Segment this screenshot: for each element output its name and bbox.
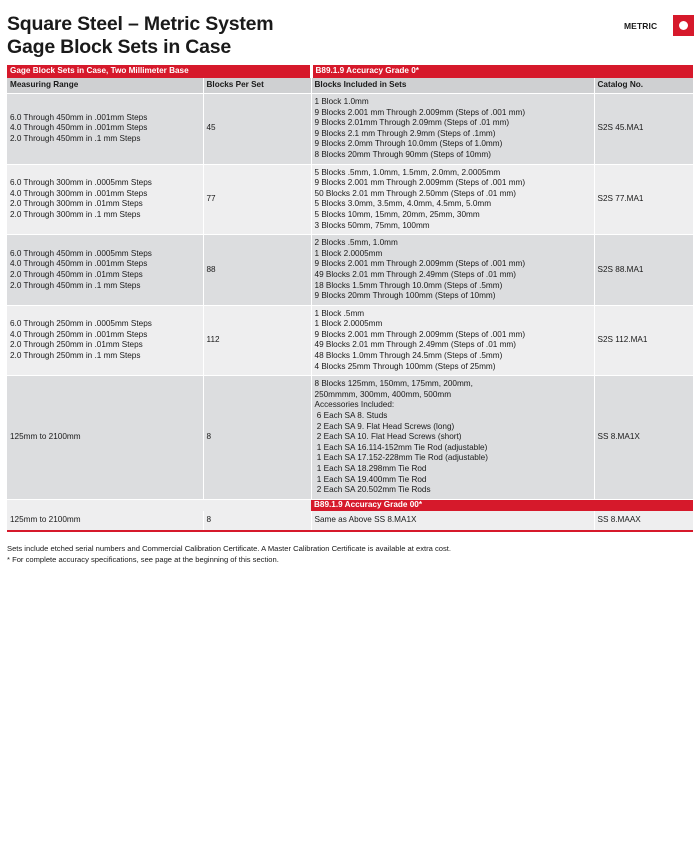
included-line: 9 Blocks 2.001 mm Through 2.009mm (Steps of .001 mm) [314,107,526,117]
footnotes [7,544,451,565]
range-line: 6.0 Through 300mm in .0005mm Steps [10,178,152,188]
cell-catalog-no: S2S 45.MA1 [594,94,693,165]
table-row [7,235,693,306]
table-row [7,164,693,235]
included-line: 2 Each SA 9. Flat Head Screws (long) [314,421,455,431]
included-line: 5 Blocks 3.0mm, 3.5mm, 4.0mm, 4.5mm, 5.0mm [314,199,492,209]
included-line: 5 Blocks .5mm, 1.0mm, 1.5mm, 2.0mm, 2.0005mm [314,167,501,177]
range-line: 4.0 Through 250mm in .001mm Steps [10,329,148,339]
cell-blocks-per-set: 45 [203,94,311,165]
metric-dot-icon [679,21,688,30]
range-line: 2.0 Through 450mm in .01mm Steps [10,269,143,279]
included-line: 1 Block 2.0005mm [314,319,383,329]
included-line: 8 Blocks 20mm Through 90mm (Steps of 10mm) [314,149,491,159]
table-row [7,94,693,165]
band-left-label: Gage Block Sets in Case, Two Millimeter Base [7,65,311,78]
table-row [7,511,693,531]
included-line: 3 Blocks 50mm, 75mm, 100mm [314,220,430,230]
included-line: 2 Blocks .5mm, 1.0mm [314,238,398,248]
range-line: 6.0 Through 450mm in .001mm Steps [10,112,148,122]
title-line-1: Square Steel – Metric System [7,13,274,35]
included-line: 1 Each SA 19.400mm Tie Rod [314,474,427,484]
sub-band-label: B89.1.9 Accuracy Grade 00* [311,499,693,511]
included-line: Accessories Included: [314,400,395,410]
included-line: 48 Blocks 1.0mm Through 24.5mm (Steps of .5mm) [314,351,503,361]
included-line: 1 Each SA 16.114-152mm Tie Rod (adjustable) [314,442,488,452]
range-line: 2.0 Through 250mm in .01mm Steps [10,340,143,350]
included-line: 6 Each SA 8. Studs [314,411,388,421]
header-blocks-included: Blocks Included in Sets [311,78,594,94]
range-line: 6.0 Through 250mm in .0005mm Steps [10,319,152,329]
range-line: 2.0 Through 300mm in .01mm Steps [10,199,143,209]
table-header-row [7,78,693,94]
cell-measuring-range [7,94,203,165]
included-line: 9 Blocks 2.001 mm Through 2.009mm (Steps of .001 mm) [314,178,526,188]
included-line: 1 Block 2.0005mm [314,248,383,258]
cell-blocks-included [311,235,594,306]
included-line: 9 Blocks 20mm Through 100mm (Steps of 10mm) [314,291,496,301]
cell-blocks-included: Same as Above SS 8.MA1X [311,511,594,531]
table-row [7,305,693,376]
header-blocks-per-set: Blocks Per Set [203,78,311,94]
page-title [7,13,273,59]
included-line: 49 Blocks 2.01 mm Through 2.49mm (Steps of .01 mm) [314,340,516,350]
band-right-label: B89.1.9 Accuracy Grade 0* [311,65,693,78]
included-line: 9 Blocks 2.1 mm Through 2.9mm (Steps of .1mm) [314,128,496,138]
cell-blocks-per-set: 77 [203,164,311,235]
cell-measuring-range [7,376,203,500]
included-line: 5 Blocks 10mm, 15mm, 20mm, 25mm, 30mm [314,209,480,219]
metric-badge [673,15,694,36]
cell-blocks-per-set: 8 [203,376,311,500]
cell-blocks-included [311,164,594,235]
range-line: 2.0 Through 450mm in .1 mm Steps [10,134,141,144]
sub-band-row [7,499,693,511]
included-line: 2 Each SA 20.502mm Tie Rods [314,485,431,495]
footnote-certificate: Sets include etched serial numbers and Commercial Calibration Certificate. A Master Calibration Certificate is available at extra cost. [7,544,452,553]
sub-band-spacer [7,499,311,511]
cell-blocks-included [311,94,594,165]
included-line: 2 Each SA 10. Flat Head Screws (short) [314,432,462,442]
range-line: 4.0 Through 450mm in .001mm Steps [10,259,148,269]
cell-blocks-included [311,376,594,500]
cell-measuring-range: 125mm to 2100mm [7,511,203,531]
header-measuring-range: Measuring Range [7,78,203,94]
included-line: 49 Blocks 2.01 mm Through 2.49mm (Steps of .01 mm) [314,269,516,279]
range-line: 2.0 Through 450mm in .1 mm Steps [10,280,141,290]
cell-catalog-no: SS 8.MAAX [594,511,693,531]
cell-measuring-range [7,164,203,235]
included-line: 1 Block .5mm [314,308,365,318]
metric-label: METRIC [624,21,658,31]
cell-blocks-per-set: 88 [203,235,311,306]
included-line: 1 Block 1.0mm [314,97,369,106]
included-line: 1 Each SA 18.298mm Tie Rod [314,464,427,473]
cell-catalog-no: S2S 88.MA1 [594,235,693,306]
footnote-accuracy: * For complete accuracy specifications, see page at the beginning of this section. [7,554,279,564]
included-line: 18 Blocks 1.5mm Through 10.0mm (Steps of .5mm) [314,280,503,290]
included-line: 4 Blocks 25mm Through 100mm (Steps of 25mm) [314,361,496,371]
gage-block-table [7,65,693,532]
range-line: 6.0 Through 450mm in .0005mm Steps [10,248,152,258]
cell-blocks-per-set: 112 [203,305,311,376]
included-line: 8 Blocks 125mm, 150mm, 175mm, 200mm, [314,379,473,389]
cell-blocks-included [311,305,594,376]
title-line-2: Gage Block Sets in Case [7,36,232,58]
range-line: 4.0 Through 450mm in .001mm Steps [10,123,148,133]
included-line: 1 Each SA 17.152-228mm Tie Rod (adjustable) [314,453,488,463]
cell-catalog-no: S2S 112.MA1 [594,305,693,376]
range-line: 125mm to 2100mm [10,432,81,442]
cell-measuring-range [7,235,203,306]
table-band-row [7,65,693,78]
included-line: 50 Blocks 2.01 mm Through 2.50mm (Steps of .01 mm) [314,188,516,198]
range-line: 2.0 Through 300mm in .1 mm Steps [10,209,141,219]
included-line: 250mmmm, 300mm, 400mm, 500mm [314,389,452,399]
included-line: 9 Blocks 2.001 mm Through 2.009mm (Steps of .001 mm) [314,259,526,269]
included-line: 9 Blocks 2.001 mm Through 2.009mm (Steps of .001 mm) [314,329,526,339]
range-line: 2.0 Through 250mm in .1 mm Steps [10,351,141,361]
table-row [7,376,693,500]
range-line: 4.0 Through 300mm in .001mm Steps [10,188,148,198]
included-line: 9 Blocks 2.0mm Through 10.0mm (Steps of 1.0mm) [314,139,503,149]
cell-catalog-no: S2S 77.MA1 [594,164,693,235]
header-catalog-no: Catalog No. [594,78,693,94]
included-line: 9 Blocks 2.01mm Through 2.09mm (Steps of .01 mm) [314,118,510,128]
cell-measuring-range [7,305,203,376]
cell-blocks-per-set: 8 [203,511,311,531]
cell-catalog-no: SS 8.MA1X [594,376,693,500]
